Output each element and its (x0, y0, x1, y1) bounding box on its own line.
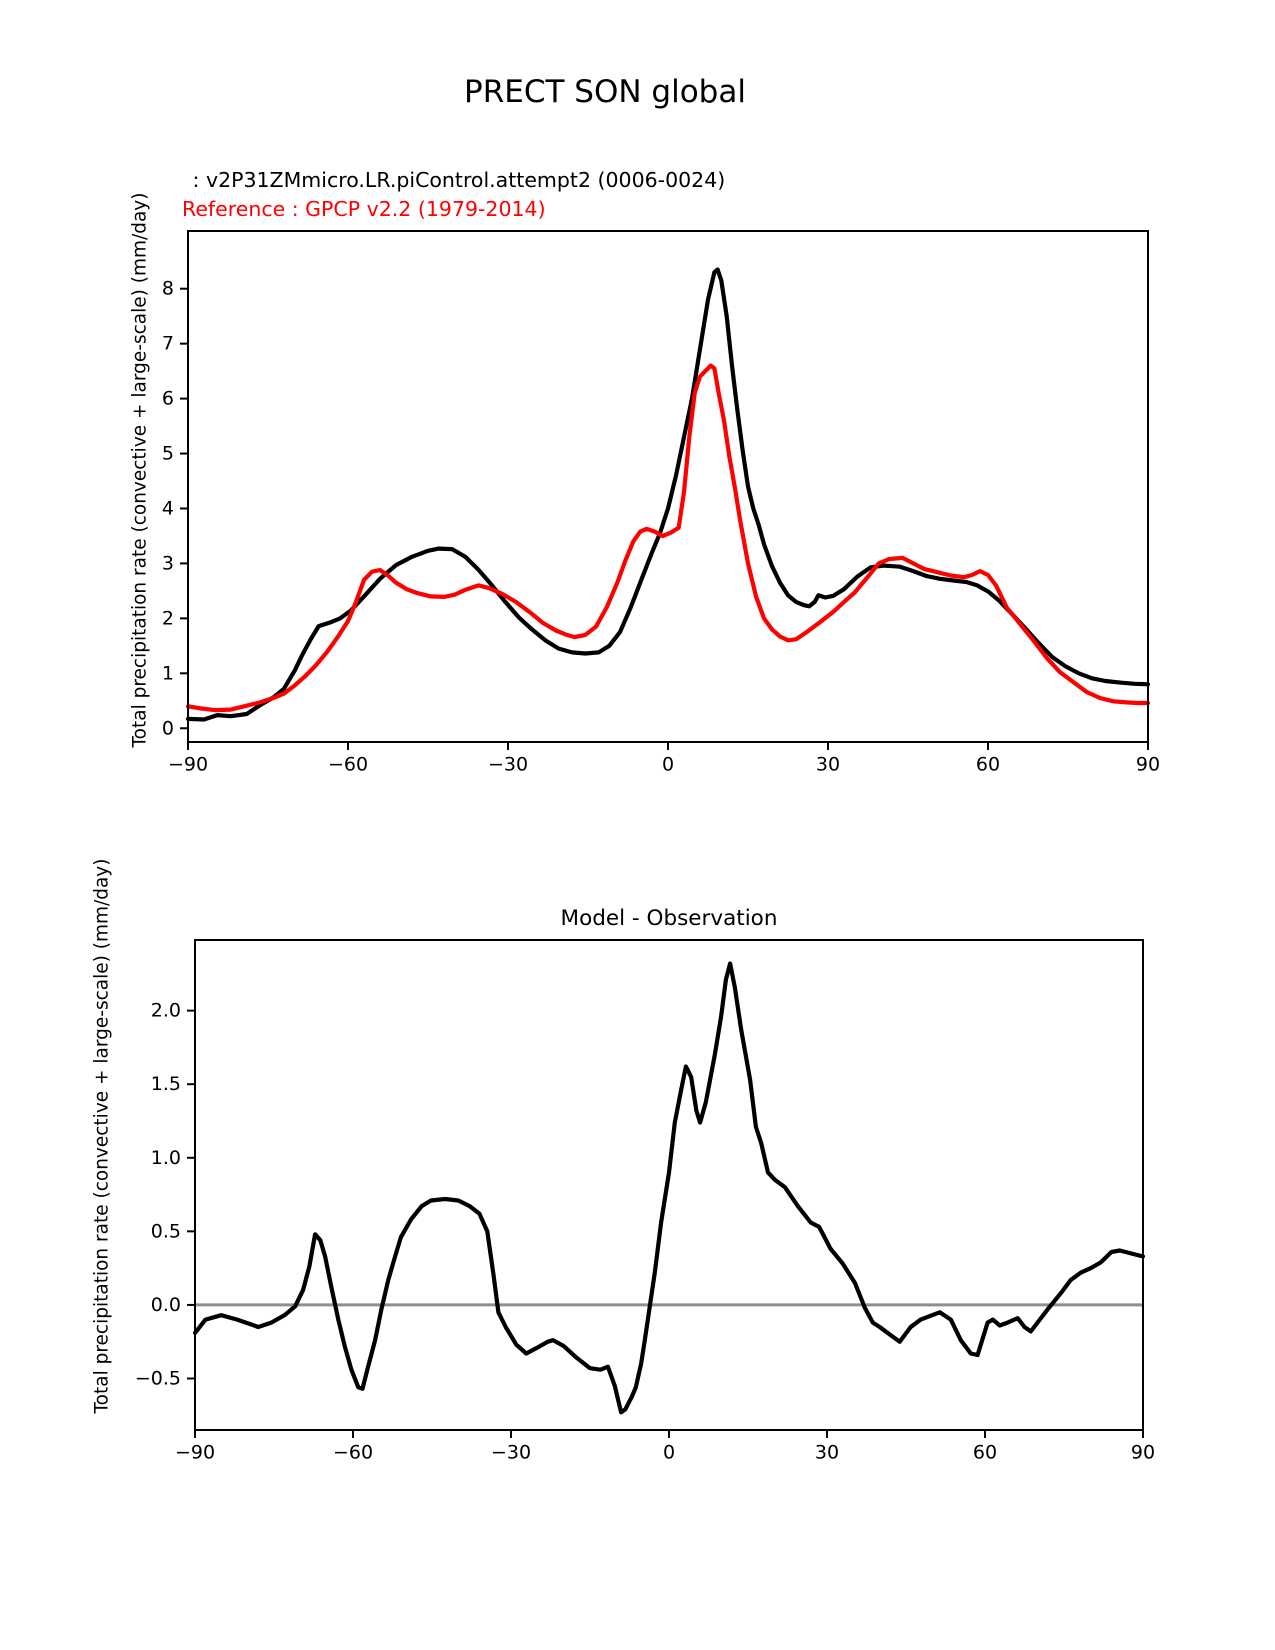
x-tick-label: 0 (662, 1441, 676, 1464)
model-minus-obs-line (195, 964, 1143, 1413)
bottom-chart-title: Model - Observation (560, 906, 778, 931)
y-tick-label: 0.0 (150, 1293, 181, 1316)
x-tick-label: 90 (1135, 753, 1161, 776)
x-tick-label: 30 (815, 753, 841, 776)
y-tick-label: 0.5 (150, 1220, 181, 1243)
y-tick-label: 3 (161, 552, 174, 575)
y-tick-label: −0.5 (134, 1367, 181, 1390)
x-tick-label: −60 (327, 753, 369, 776)
y-tick-label: 4 (161, 497, 174, 520)
y-tick-label: 1 (161, 662, 174, 685)
y-tick-label: 7 (161, 332, 174, 355)
y-tick-label: 8 (161, 277, 174, 300)
x-tick-label: 0 (661, 753, 675, 776)
legend-reference-label: Reference : GPCP v2.2 (1979-2014) (182, 197, 546, 221)
x-tick-label: −90 (167, 753, 209, 776)
y-tick-label: 2.0 (150, 999, 181, 1022)
x-tick-label: 30 (814, 1441, 840, 1464)
x-tick-label: −60 (332, 1441, 374, 1464)
model-precip-line (188, 270, 1148, 720)
bottom-y-axis-label: Total precipitation rate (convective + large-scale) (mm/day) (91, 858, 113, 1414)
x-tick-label: 90 (1130, 1441, 1156, 1464)
legend-model-label: : v2P31ZMmicro.LR.piControl.attempt2 (0006-0024) (186, 168, 726, 192)
y-tick-label: 1.5 (150, 1073, 181, 1096)
x-tick-label: 60 (972, 1441, 998, 1464)
x-tick-label: −90 (174, 1441, 216, 1464)
axes-frame (188, 231, 1148, 742)
x-tick-label: −30 (487, 753, 529, 776)
y-tick-label: 0 (161, 717, 174, 740)
reference-precip-line (188, 366, 1148, 710)
x-tick-label: 60 (975, 753, 1001, 776)
y-tick-label: 5 (161, 442, 174, 465)
y-tick-label: 1.0 (150, 1146, 181, 1169)
y-tick-label: 6 (161, 387, 174, 410)
top-y-axis-label: Total precipitation rate (convective + large-scale) (mm/day) (129, 192, 151, 748)
x-tick-label: −30 (490, 1441, 532, 1464)
figure-title: PRECT SON global (464, 74, 746, 110)
y-tick-label: 2 (161, 607, 174, 630)
